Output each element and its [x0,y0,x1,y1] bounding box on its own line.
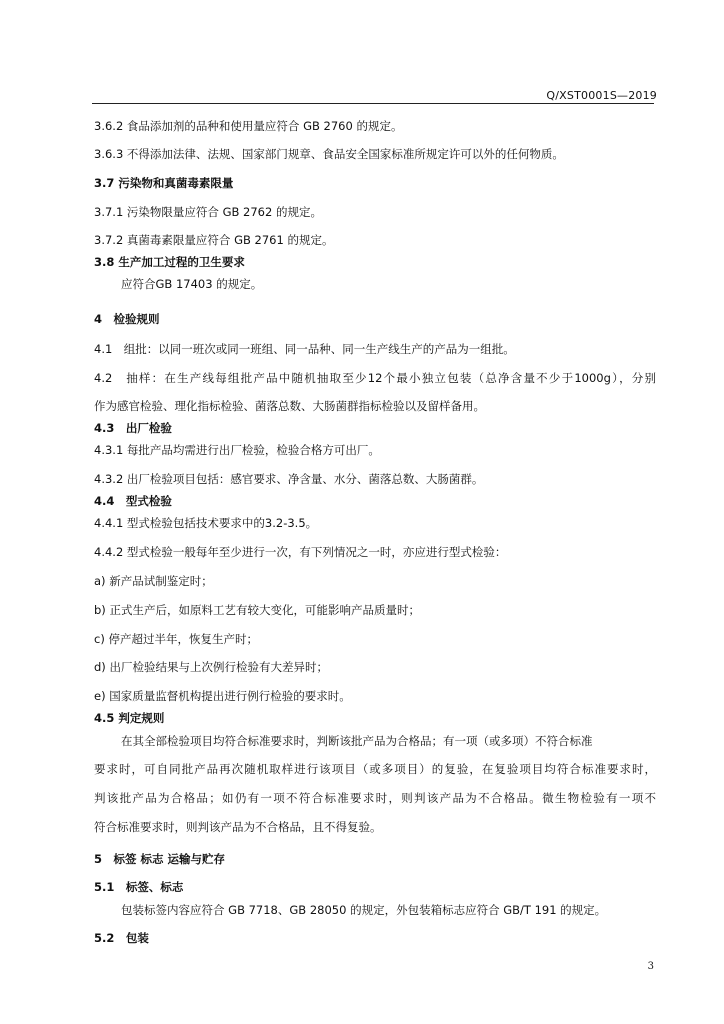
clause-4-3-1: 4.3.1 每批产品均需进行出厂检验，检验合格方可出厂。 [94,443,380,457]
chapter-heading-5: 5 标签 标志 运输与贮存 [94,852,226,866]
list-item-b: b) 正式生产后，如原料工艺有较大变化，可能影响产品质量时； [94,603,420,617]
clause-5-1-text: 包装标签内容应符合 GB 7718、GB 28050 的规定，外包装箱标志应符合 GB/T 191 的规定。 [121,903,607,917]
section-heading-3-7: 3.7 污染物和真菌毒素限量 [94,176,234,190]
clause-4-5-line-1: 在其全部检验项目均符合标准要求时，判断该批产品为合格品；有一项（或多项）不符合标准 [121,734,593,748]
clause-3-6-3: 3.6.3 不得添加法律、法规、国家部门规章、食品安全国家标准所规定许可以外的任何物质。 [94,147,564,161]
clause-4-3-2: 4.3.2 出厂检验项目包括：感官要求、净含量、水分、菌落总数、大肠菌群。 [94,472,484,486]
section-heading-4-3: 4.3 出厂检验 [94,421,172,435]
clause-3-6-2: 3.6.2 食品添加剂的品种和使用量应符合 GB 2760 的规定。 [94,119,403,133]
clause-3-7-2: 3.7.2 真菌毒素限量应符合 GB 2761 的规定。 [94,233,334,247]
clause-3-8-text: 应符合GB 17403 的规定。 [121,277,263,291]
section-heading-5-1: 5.1 标签、标志 [94,880,184,894]
section-heading-4-5: 4.5 判定规则 [94,711,165,725]
list-item-c: c) 停产超过半年，恢复生产时； [94,632,258,646]
clause-4-5-line-2: 要求时，可自同批产品再次随机取样进行该项目（或多项目）的复验，在复验项目均符合标准要求时， [94,762,656,776]
clause-4-5-line-3: 判该批产品为合格品；如仍有一项不符合标准要求时，则判该产品为不合格品。微生物检验有一项不 [94,791,656,805]
section-heading-3-8: 3.8 生产加工过程的卫生要求 [94,255,245,269]
section-heading-5-2: 5.2 包装 [94,931,149,945]
list-item-a: a) 新产品试制鉴定时； [94,574,213,588]
section-heading-4-4: 4.4 型式检验 [94,494,172,508]
chapter-heading-4: 4 检验规则 [94,312,160,326]
list-item-d: d) 出厂检验结果与上次例行检验有大差异时； [94,660,328,674]
document-code: Q/XST0001S—2019 [546,89,657,102]
clause-4-4-2: 4.4.2 型式检验一般每年至少进行一次，有下列情况之一时，亦应进行型式检验： [94,545,507,559]
clause-4-5-line-4: 符合标准要求时，则判该产品为不合格品，且不得复验。 [94,820,382,834]
clause-3-7-1: 3.7.1 污染物限量应符合 GB 2762 的规定。 [94,205,322,219]
clause-4-4-1: 4.4.1 型式检验包括技术要求中的3.2-3.5。 [94,516,318,530]
clause-4-1: 4.1 组批：以同一班次或同一班组、同一品种、同一生产线生产的产品为一组批。 [94,342,515,356]
header-divider [92,103,654,104]
page-number: 3 [647,961,654,972]
list-item-e: e) 国家质量监督机构提出进行例行检验的要求时。 [94,689,351,703]
clause-4-2-line-1: 4.2 抽样：在生产线每组批产品中随机抽取至少12个最小独立包装（总净含量不少于1000g），分别 [94,371,656,385]
clause-4-2-line-2: 作为感官检验、理化指标检验、菌落总数、大肠菌群指标检验以及留样备用。 [94,399,485,413]
